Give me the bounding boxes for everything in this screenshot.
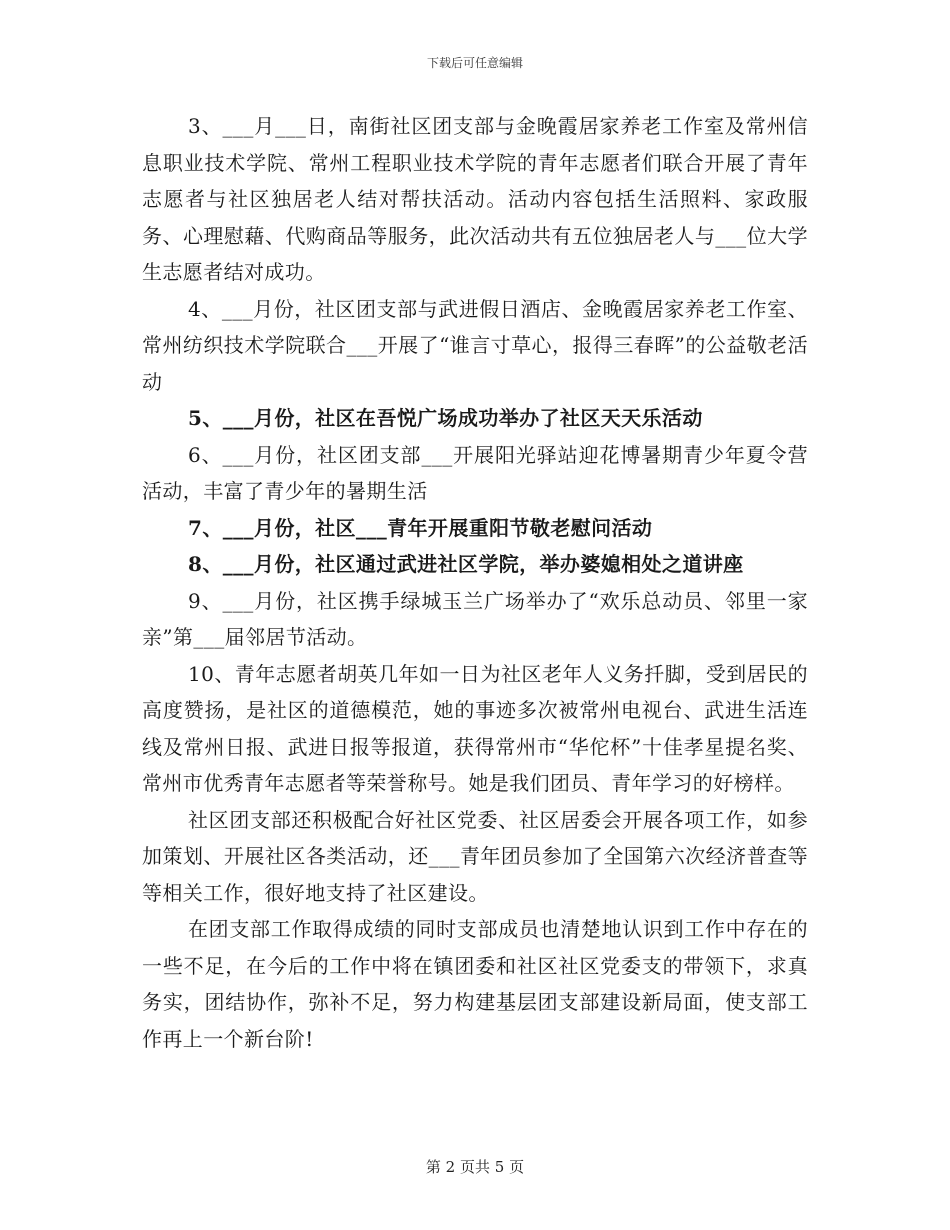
paragraph-item-9: 9、___月份，社区携手绿城玉兰广场举办了“欢乐总动员、邻里一家亲”第___届邻居节活动。: [142, 588, 808, 649]
page-header: 下载后可任意编辑: [426, 56, 523, 70]
paragraph-item-3: 3、___月___日，南街社区团支部与金晚霞居家养老工作室及常州信息职业技术学院、常州工程职业技术学院的青年志愿者们联合开展了青年志愿者与社区独居老人结对帮扶活动。活动内容包括生活照料、家政服务、心理慰藉、代购商品等服务，此次活动共有五位独居老人与___位大学生志愿者结对成功。: [142, 114, 808, 284]
paragraph-conclusion: 在团支部工作取得成绩的同时支部成员也清楚地认识到工作中存在的一些不足，在今后的工作中将在镇团委和社区社区党委支的带领下，求真务实，团结协作，弥补不足，努力构建基层团支部建设新局面，使支部工作再上一个新台阶!: [142, 917, 808, 1051]
document-body: [142, 108, 808, 1057]
paragraph-cooperation: 社区团支部还积极配合好社区党委、社区居委会开展各项工作，如参加策划、开展社区各类活动，还___青年团员参加了全国第六次经济普查等等相关工作，很好地支持了社区建设。: [142, 807, 808, 905]
paragraph-item-6: 6、___月份，社区团支部___开展阳光驿站迎花博暑期青少年夏令营活动，丰富了青少年的暑期生活: [142, 442, 808, 503]
paragraph-item-7: 7、___月份，社区___青年开展重阳节敬老慰问活动: [188, 515, 653, 540]
paragraph-item-10: 10、青年志愿者胡英几年如一日为社区老年人义务扦脚，受到居民的高度赞扬，是社区的道德模范，她的事迹多次被常州电视台、武进生活连线及常州日报、武进日报等报道，获得常州市“华佗杯”十佳孝星提名奖、常州市优秀青年志愿者等荣誉称号。她是我们团员、青年学习的好榜样。: [142, 661, 808, 795]
paragraph-item-5: 5、___月份，社区在吾悦广场成功举办了社区天天乐活动: [188, 406, 703, 430]
paragraph-item-8: 8、___月份，社区通过武进社区学院，举办婆媳相处之道讲座: [188, 552, 744, 576]
paragraph-item-4: 4、___月份，社区团支部与武进假日酒店、金晚霞居家养老工作室、常州纺织技术学院联合___开展了“谁言寸草心，报得三春晖”的公益敬老活动: [142, 296, 808, 394]
page-footer: 第 2 页共 5 页: [425, 1158, 525, 1176]
